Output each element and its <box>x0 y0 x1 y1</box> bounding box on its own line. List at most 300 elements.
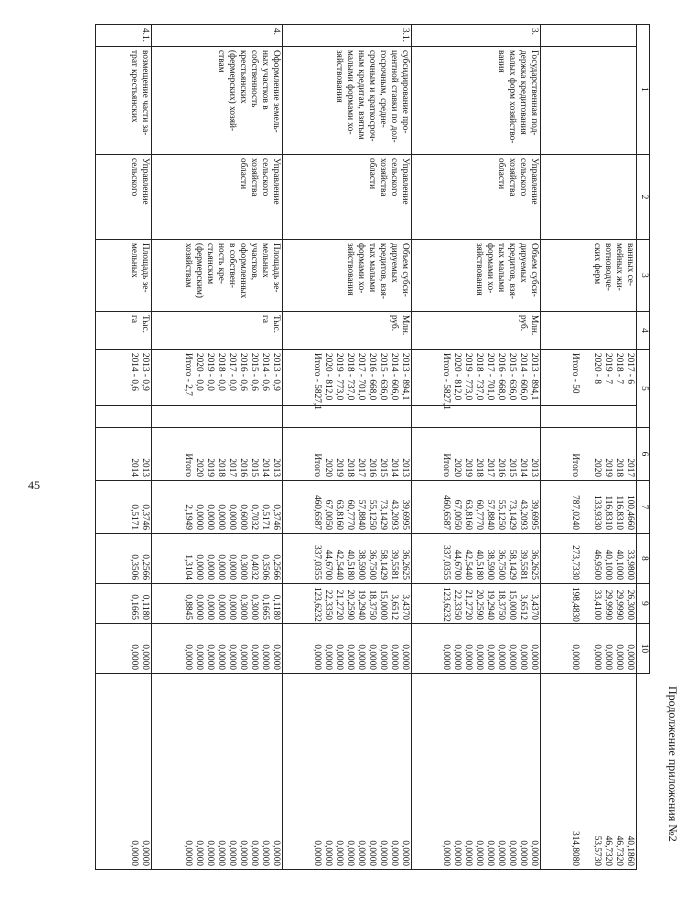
funding-local-line: 0,0000 <box>238 644 249 670</box>
rotated-content <box>95 24 680 870</box>
funding-other-line: 0,0000 <box>249 840 260 866</box>
funding-local-line: 0,0000 <box>517 644 528 670</box>
indicator-value-line: 2018 - 737,0 <box>473 353 484 401</box>
funding-regional-line: 22,3350 <box>451 589 462 620</box>
measure-name-line: возмещение части за- <box>140 50 151 136</box>
funding-other <box>152 674 283 870</box>
year-line: 2017 <box>355 458 366 477</box>
indicator-value-line: Итого - 50 <box>570 353 580 394</box>
funding-regional <box>540 584 636 624</box>
funding-other-line: 0,0000 <box>238 840 249 866</box>
funding-regional-line: 15,0000 <box>506 589 517 620</box>
indicator-line: в собствен- <box>227 243 238 288</box>
unit-line: Млн. <box>399 315 410 336</box>
funding-regional-line: 18,3750 <box>495 589 506 620</box>
funding-local-line: 0,0000 <box>388 644 399 670</box>
year-line: 2019 <box>333 458 344 477</box>
indicator-line: дируемых <box>517 243 528 283</box>
funding-federal-line: 40,1000 <box>603 549 613 580</box>
funding-other <box>96 674 152 870</box>
unit-line: га <box>260 315 271 323</box>
header-note: Продолжение приложения №2 <box>666 686 680 842</box>
executor-line: Управление <box>528 158 539 205</box>
executor-line: сельского <box>517 158 528 197</box>
funding-other-line: 0,0000 <box>495 840 506 866</box>
spacer-cell <box>152 406 283 428</box>
indicator-line: ских ферм <box>592 243 602 285</box>
executor-line: Управление <box>399 158 410 205</box>
funding-other-line: 0,0000 <box>528 840 539 866</box>
funding-total <box>96 481 152 534</box>
indicator-value-line: 2013 - 0,9 <box>140 353 151 391</box>
indicator-value-line: 2014 - 0,6 <box>260 353 271 391</box>
funding-local-line: 0,0000 <box>355 644 366 670</box>
funding-federal-line: 36,2625 <box>399 549 410 580</box>
spacer-cell <box>96 406 152 428</box>
indicator-value-line: 2014 - 606,0 <box>388 353 399 401</box>
measure-name-line: ных участков в <box>260 50 271 110</box>
funding-federal-line: 0,3506 <box>129 554 140 580</box>
measure-name-line: ным кредитам, взятым <box>355 50 366 140</box>
year-line: 2018 <box>473 458 484 477</box>
funding-total-line: 0,5171 <box>129 504 140 530</box>
indicator-value <box>540 350 636 406</box>
indicator-value-line: 2013 - 0,9 <box>271 353 282 391</box>
indicator-value-line: 2019 - 773,0 <box>462 353 473 401</box>
funding-other-line: 0,0000 <box>194 840 205 866</box>
year-line: Итого <box>311 453 322 477</box>
funding-total-line: 460,6587 <box>311 495 322 530</box>
indicator-value-line: 2020 - 8 <box>592 353 602 384</box>
unit-line: Млн. <box>528 315 539 336</box>
executor <box>411 155 540 240</box>
year-line: 2016 <box>495 458 506 477</box>
funding-total-line: 0,0000 <box>216 504 227 530</box>
col-number: 2 <box>637 155 650 240</box>
year <box>152 428 283 481</box>
funding-regional-line: 0,1665 <box>260 594 271 620</box>
funding-other <box>411 674 540 870</box>
year-line: 2016 <box>366 458 377 477</box>
year-line: 2014 <box>260 458 271 477</box>
funding-other-line: 0,0000 <box>462 840 473 866</box>
funding-regional-line: 0,0000 <box>216 594 227 620</box>
funding-total-line: 0,3746 <box>271 504 282 530</box>
indicator-line: кредитов, взя- <box>377 243 388 299</box>
funding-other-line: 46,7320 <box>603 835 613 866</box>
funding-other-line: 0,0000 <box>129 840 140 866</box>
funding-local-line: 0,0000 <box>377 644 388 670</box>
funding-total-line: 55,1250 <box>495 499 506 530</box>
indicator-value-line: 2020 - 812,0 <box>322 353 333 401</box>
funding-total-line: 73,1429 <box>506 499 517 530</box>
funding-local <box>152 624 283 674</box>
indicator-value-line: 2017 - 6 <box>625 353 635 384</box>
funding-other-line: 0,0000 <box>399 840 410 866</box>
funding-local-line: 0,0000 <box>311 644 322 670</box>
funding-federal <box>540 534 636 584</box>
funding-federal-line: 337,0355 <box>311 545 322 580</box>
funding-regional-line: 0,0000 <box>227 594 238 620</box>
executor-line: сельского <box>129 158 140 197</box>
funding-local-line: 0,0000 <box>528 644 539 670</box>
item-number: 4. <box>152 25 283 47</box>
year-line: 2020 <box>451 458 462 477</box>
item-number: 4.1. <box>96 25 152 47</box>
year <box>411 428 540 481</box>
funding-regional-line: 3,4370 <box>528 594 539 620</box>
year-line: 2018 <box>614 458 624 477</box>
indicator-line: хозяйствам <box>183 243 194 288</box>
funding-local-line: 0,0000 <box>495 644 506 670</box>
funding-other-line: 314,8080 <box>570 831 580 866</box>
measure-name-line: малых форм хозяйство- <box>506 50 517 144</box>
indicator-value-line: Итого - 2,7 <box>183 353 194 396</box>
executor <box>540 155 636 240</box>
indicator-line: мельных <box>260 243 271 278</box>
funding-total-line: 133,9330 <box>592 495 602 530</box>
funding-regional-line: 0,8845 <box>183 594 194 620</box>
unit-line: руб. <box>388 315 399 332</box>
funding-federal-line: 36,2625 <box>528 549 539 580</box>
funding-regional-line: 3,6512 <box>517 594 528 620</box>
indicator-value-line: 2020 - 0,0 <box>194 353 205 391</box>
funding-total-line: 63,8160 <box>333 499 344 530</box>
funding-regional-line: 3,4370 <box>399 594 410 620</box>
year-line: 2018 <box>344 458 355 477</box>
funding-federal-line <box>580 537 591 580</box>
table-row <box>540 25 636 870</box>
funding-total-line: 0,0000 <box>194 504 205 530</box>
funding-total-line: 60,7770 <box>344 499 355 530</box>
funding-local-line: 0,0000 <box>129 644 140 670</box>
funding-other-line: 0,0000 <box>451 840 462 866</box>
table-row <box>283 25 412 870</box>
funding-federal-line: 0,0000 <box>216 554 227 580</box>
funding-federal-line: 0,4032 <box>249 554 260 580</box>
funding-regional-line: 29,9990 <box>614 589 624 620</box>
funding-federal-line: 0,0000 <box>194 554 205 580</box>
funding-federal-line: 42,5440 <box>333 549 344 580</box>
indicator-value-line: 2016 - 668,0 <box>495 353 506 401</box>
measure-name-line: ствам <box>216 50 227 73</box>
year-line: 2018 <box>216 458 227 477</box>
funding-total <box>411 481 540 534</box>
indicator-line: мейных жи- <box>614 243 624 291</box>
indicator-value-line <box>580 353 591 402</box>
funding-federal-line: 39,5581 <box>388 549 399 580</box>
funding-total-line: 116,8310 <box>614 495 624 530</box>
funding-local-line: 0,0000 <box>462 644 473 670</box>
funding-total-line: 67,0050 <box>322 499 333 530</box>
year-line <box>580 431 591 477</box>
funding-other-line: 40,1860 <box>625 835 635 866</box>
indicator-line: мельных <box>129 243 140 278</box>
funding-local-line: 0,0000 <box>322 644 333 670</box>
funding-total-line: 0,3746 <box>140 504 151 530</box>
unit <box>540 312 636 350</box>
funding-regional-line: 19,2940 <box>355 589 366 620</box>
funding-regional-line: 21,2720 <box>333 589 344 620</box>
funding-other-line: 0,0000 <box>183 840 194 866</box>
funding-regional <box>283 584 412 624</box>
program-table <box>95 24 650 870</box>
funding-regional-line: 0,1665 <box>129 594 140 620</box>
indicator-value-line: 2017 - 0,0 <box>227 353 238 391</box>
funding-regional <box>96 584 152 624</box>
col-number: 9 <box>637 584 650 624</box>
funding-regional <box>411 584 540 624</box>
measure-name-line: (фермерских) хозяй- <box>227 50 238 132</box>
funding-total-line: 2,1949 <box>183 504 194 530</box>
funding-federal-line: 40,5180 <box>473 549 484 580</box>
funding-federal-line: 40,1000 <box>614 549 624 580</box>
funding-local-line: 0,0000 <box>570 644 580 670</box>
funding-federal-line: 0,0000 <box>227 554 238 580</box>
funding-federal-line: 33,9800 <box>625 549 635 580</box>
indicator-value-line: 2015 - 0,6 <box>249 353 260 391</box>
funding-federal-line: 58,1429 <box>377 549 388 580</box>
year-line: 2013 <box>140 458 151 477</box>
year-line: 2013 <box>399 458 410 477</box>
funding-local-line: 0,0000 <box>183 644 194 670</box>
indicator-value-line: 2018 - 0,0 <box>216 353 227 391</box>
funding-total-line: 39,6995 <box>528 499 539 530</box>
funding-total-line: 57,8840 <box>355 499 366 530</box>
year-line: 2019 <box>462 458 473 477</box>
indicator-value-line: 2019 - 7 <box>603 353 613 384</box>
funding-local <box>96 624 152 674</box>
funding-regional-line: 0,1180 <box>140 594 151 620</box>
indicator-line: Площадь зе- <box>140 243 151 293</box>
measure-name-line: центной ставки по дол- <box>388 50 399 143</box>
indicator-value-line: 2017 - 701,0 <box>484 353 495 401</box>
unit-line: руб. <box>517 315 528 332</box>
measure-name-line: госрочным, средне- <box>377 50 388 128</box>
year-line: 2015 <box>506 458 517 477</box>
indicator <box>283 240 412 312</box>
indicator-line: оформленных <box>238 243 249 299</box>
funding-other <box>283 674 412 870</box>
year-line: 2015 <box>377 458 388 477</box>
executor-line: хозяйства <box>249 158 260 197</box>
measure-name <box>96 47 152 155</box>
funding-regional-line: 0,0000 <box>194 594 205 620</box>
funding-local-line: 0,0000 <box>205 644 216 670</box>
funding-local-line: 0,0000 <box>451 644 462 670</box>
measure-name-line: срочным и краткосроч- <box>366 50 377 142</box>
indicator-value-line: 2018 - 7 <box>614 353 624 384</box>
funding-other-line: 0,0000 <box>506 840 517 866</box>
col-number: 6 <box>637 428 650 481</box>
indicator-value-line: 2014 - 0,6 <box>129 353 140 391</box>
funding-other-line: 0,0000 <box>333 840 344 866</box>
funding-regional-line: 33,4100 <box>592 589 602 620</box>
table-row <box>152 25 283 870</box>
col-number: 4 <box>637 312 650 350</box>
funding-federal-line: 337,0355 <box>440 545 451 580</box>
indicator-line: ность кре- <box>216 243 227 284</box>
funding-other-line: 0,0000 <box>140 840 151 866</box>
funding-regional-line: 198,4830 <box>570 587 580 622</box>
funding-local-line: 0,0000 <box>592 644 602 670</box>
funding-federal-line: 38,5900 <box>355 549 366 580</box>
funding-local-line: 0,0000 <box>333 644 344 670</box>
table-row <box>96 25 152 870</box>
indicator-line: тых малыми <box>495 243 506 293</box>
funding-regional-line: 19,2940 <box>484 589 495 620</box>
funding-total <box>540 481 636 534</box>
funding-federal-line: 44,6700 <box>451 549 462 580</box>
measure-name-line: субсидирование про- <box>399 50 410 134</box>
funding-total-line: 43,2093 <box>517 499 528 530</box>
executor <box>283 155 412 240</box>
unit <box>152 312 283 350</box>
measure-name <box>283 47 412 155</box>
year-line: Итого <box>440 453 451 477</box>
funding-regional-line: 0,3000 <box>249 594 260 620</box>
year-line: 2020 <box>592 458 602 477</box>
funding-total <box>283 481 412 534</box>
funding-other-line: 0,0000 <box>517 840 528 866</box>
indicator-line: стьянским <box>205 243 216 285</box>
funding-total-line: 57,8840 <box>484 499 495 530</box>
funding-other-line: 0,0000 <box>440 840 451 866</box>
funding-federal <box>411 534 540 584</box>
funding-other-line: 0,0000 <box>388 840 399 866</box>
funding-regional-line: 29,9990 <box>603 589 613 620</box>
funding-total-line: 0,7032 <box>249 504 260 530</box>
funding-total-line: 0,0000 <box>205 504 216 530</box>
measure-name <box>411 47 540 155</box>
funding-federal-line: 0,3506 <box>260 554 271 580</box>
funding-total-line: 0,0000 <box>227 504 238 530</box>
indicator-value-line: 2013 - 894,1 <box>528 353 539 401</box>
funding-federal-line: 36,7500 <box>366 549 377 580</box>
funding-local-line: 0,0000 <box>344 644 355 670</box>
table-body <box>96 25 637 870</box>
col-number: 3 <box>637 240 650 312</box>
funding-federal <box>96 534 152 584</box>
col-number: 10 <box>637 624 650 674</box>
funding-federal <box>283 534 412 584</box>
indicator-value-line: 2020 - 812,0 <box>451 353 462 401</box>
col-number: 7 <box>637 481 650 534</box>
unit <box>283 312 412 350</box>
indicator <box>411 240 540 312</box>
executor-line: области <box>366 158 377 190</box>
funding-regional-line: 20,2590 <box>344 589 355 620</box>
funding-other-line: 0,0000 <box>377 840 388 866</box>
funding-local-line: 0,0000 <box>440 644 451 670</box>
year-line: 2017 <box>484 458 495 477</box>
unit <box>411 312 540 350</box>
funding-regional-line: 22,3350 <box>322 589 333 620</box>
unit-line: Тыс. <box>140 315 151 333</box>
indicator-value-line: 2013 - 894,1 <box>399 353 410 401</box>
year-line: 2016 <box>238 458 249 477</box>
table-row <box>411 25 540 870</box>
measure-name-line: держка кредитования <box>517 50 528 135</box>
funding-local-line: 0,0000 <box>227 644 238 670</box>
funding-local-line: 0,0000 <box>216 644 227 670</box>
indicator <box>152 240 283 312</box>
col-number: 5 <box>637 350 650 428</box>
funding-regional-line: 15,0000 <box>377 589 388 620</box>
funding-total-line: 100,4660 <box>625 495 635 530</box>
measure-name <box>540 47 636 155</box>
funding-local-line: 0,0000 <box>271 644 282 670</box>
measure-name-line: крестьянских <box>238 50 249 104</box>
funding-other <box>540 674 636 870</box>
funding-total-line: 63,8160 <box>462 499 473 530</box>
year-line: Итого <box>183 453 194 477</box>
executor-line: области <box>238 158 249 190</box>
funding-total-line: 60,7770 <box>473 499 484 530</box>
funding-local-line: 0,0000 <box>249 644 260 670</box>
funding-regional-line: 0,1180 <box>271 594 282 620</box>
executor-line: Управление <box>271 158 282 205</box>
funding-federal-line: 273,7330 <box>570 545 580 580</box>
indicator-line: ванных се- <box>625 243 635 287</box>
indicator-line: тых малыми <box>366 243 377 293</box>
year-line: 2015 <box>249 458 260 477</box>
year-line: 2019 <box>205 458 216 477</box>
measure-name-line: Оформление земель- <box>271 50 282 133</box>
indicator-value-line: 2017 - 701,0 <box>355 353 366 401</box>
executor-line: Управление <box>140 158 151 205</box>
page-number: 45 <box>28 478 40 492</box>
indicator-value-line: 2015 - 636,0 <box>377 353 388 401</box>
unit-line: га <box>129 315 140 323</box>
funding-local-line: 0,0000 <box>194 644 205 670</box>
funding-federal-line: 40,5180 <box>344 549 355 580</box>
funding-local-line: 0,0000 <box>140 644 151 670</box>
funding-local-line: 0,0000 <box>260 644 271 670</box>
year-line: 2013 <box>271 458 282 477</box>
funding-local <box>283 624 412 674</box>
indicator-value-line: 2019 - 0,0 <box>205 353 216 391</box>
funding-total-line: 67,0050 <box>451 499 462 530</box>
indicator-line: кредитов, взя- <box>506 243 517 299</box>
measure-name-line: вания <box>495 50 506 73</box>
funding-local-line: 0,0000 <box>473 644 484 670</box>
funding-total-line: 787,0240 <box>570 495 580 530</box>
year-line: 2014 <box>517 458 528 477</box>
indicator-line: Объем субси- <box>528 243 539 297</box>
funding-total-line: 0,6000 <box>238 504 249 530</box>
measure-name <box>152 47 283 155</box>
year-line: 2020 <box>322 458 333 477</box>
indicator-value <box>411 350 540 410</box>
year-line: 2014 <box>129 458 140 477</box>
funding-other-line: 0,0000 <box>322 840 333 866</box>
year-line: 2014 <box>388 458 399 477</box>
measure-name-line: собственность <box>249 50 260 108</box>
funding-total-line: 460,6587 <box>440 495 451 530</box>
year-line: 2020 <box>194 458 205 477</box>
spacer-cell <box>540 406 636 428</box>
funding-local-line: 0,0000 <box>366 644 377 670</box>
funding-other-line: 0,0000 <box>227 840 238 866</box>
funding-local <box>540 624 636 674</box>
executor-line: сельского <box>388 158 399 197</box>
funding-federal-line: 58,1429 <box>506 549 517 580</box>
indicator-line: формами хо- <box>355 243 366 294</box>
item-number: 3. <box>411 25 540 47</box>
indicator-value-line: 2015 - 636,0 <box>506 353 517 401</box>
year <box>540 428 636 481</box>
